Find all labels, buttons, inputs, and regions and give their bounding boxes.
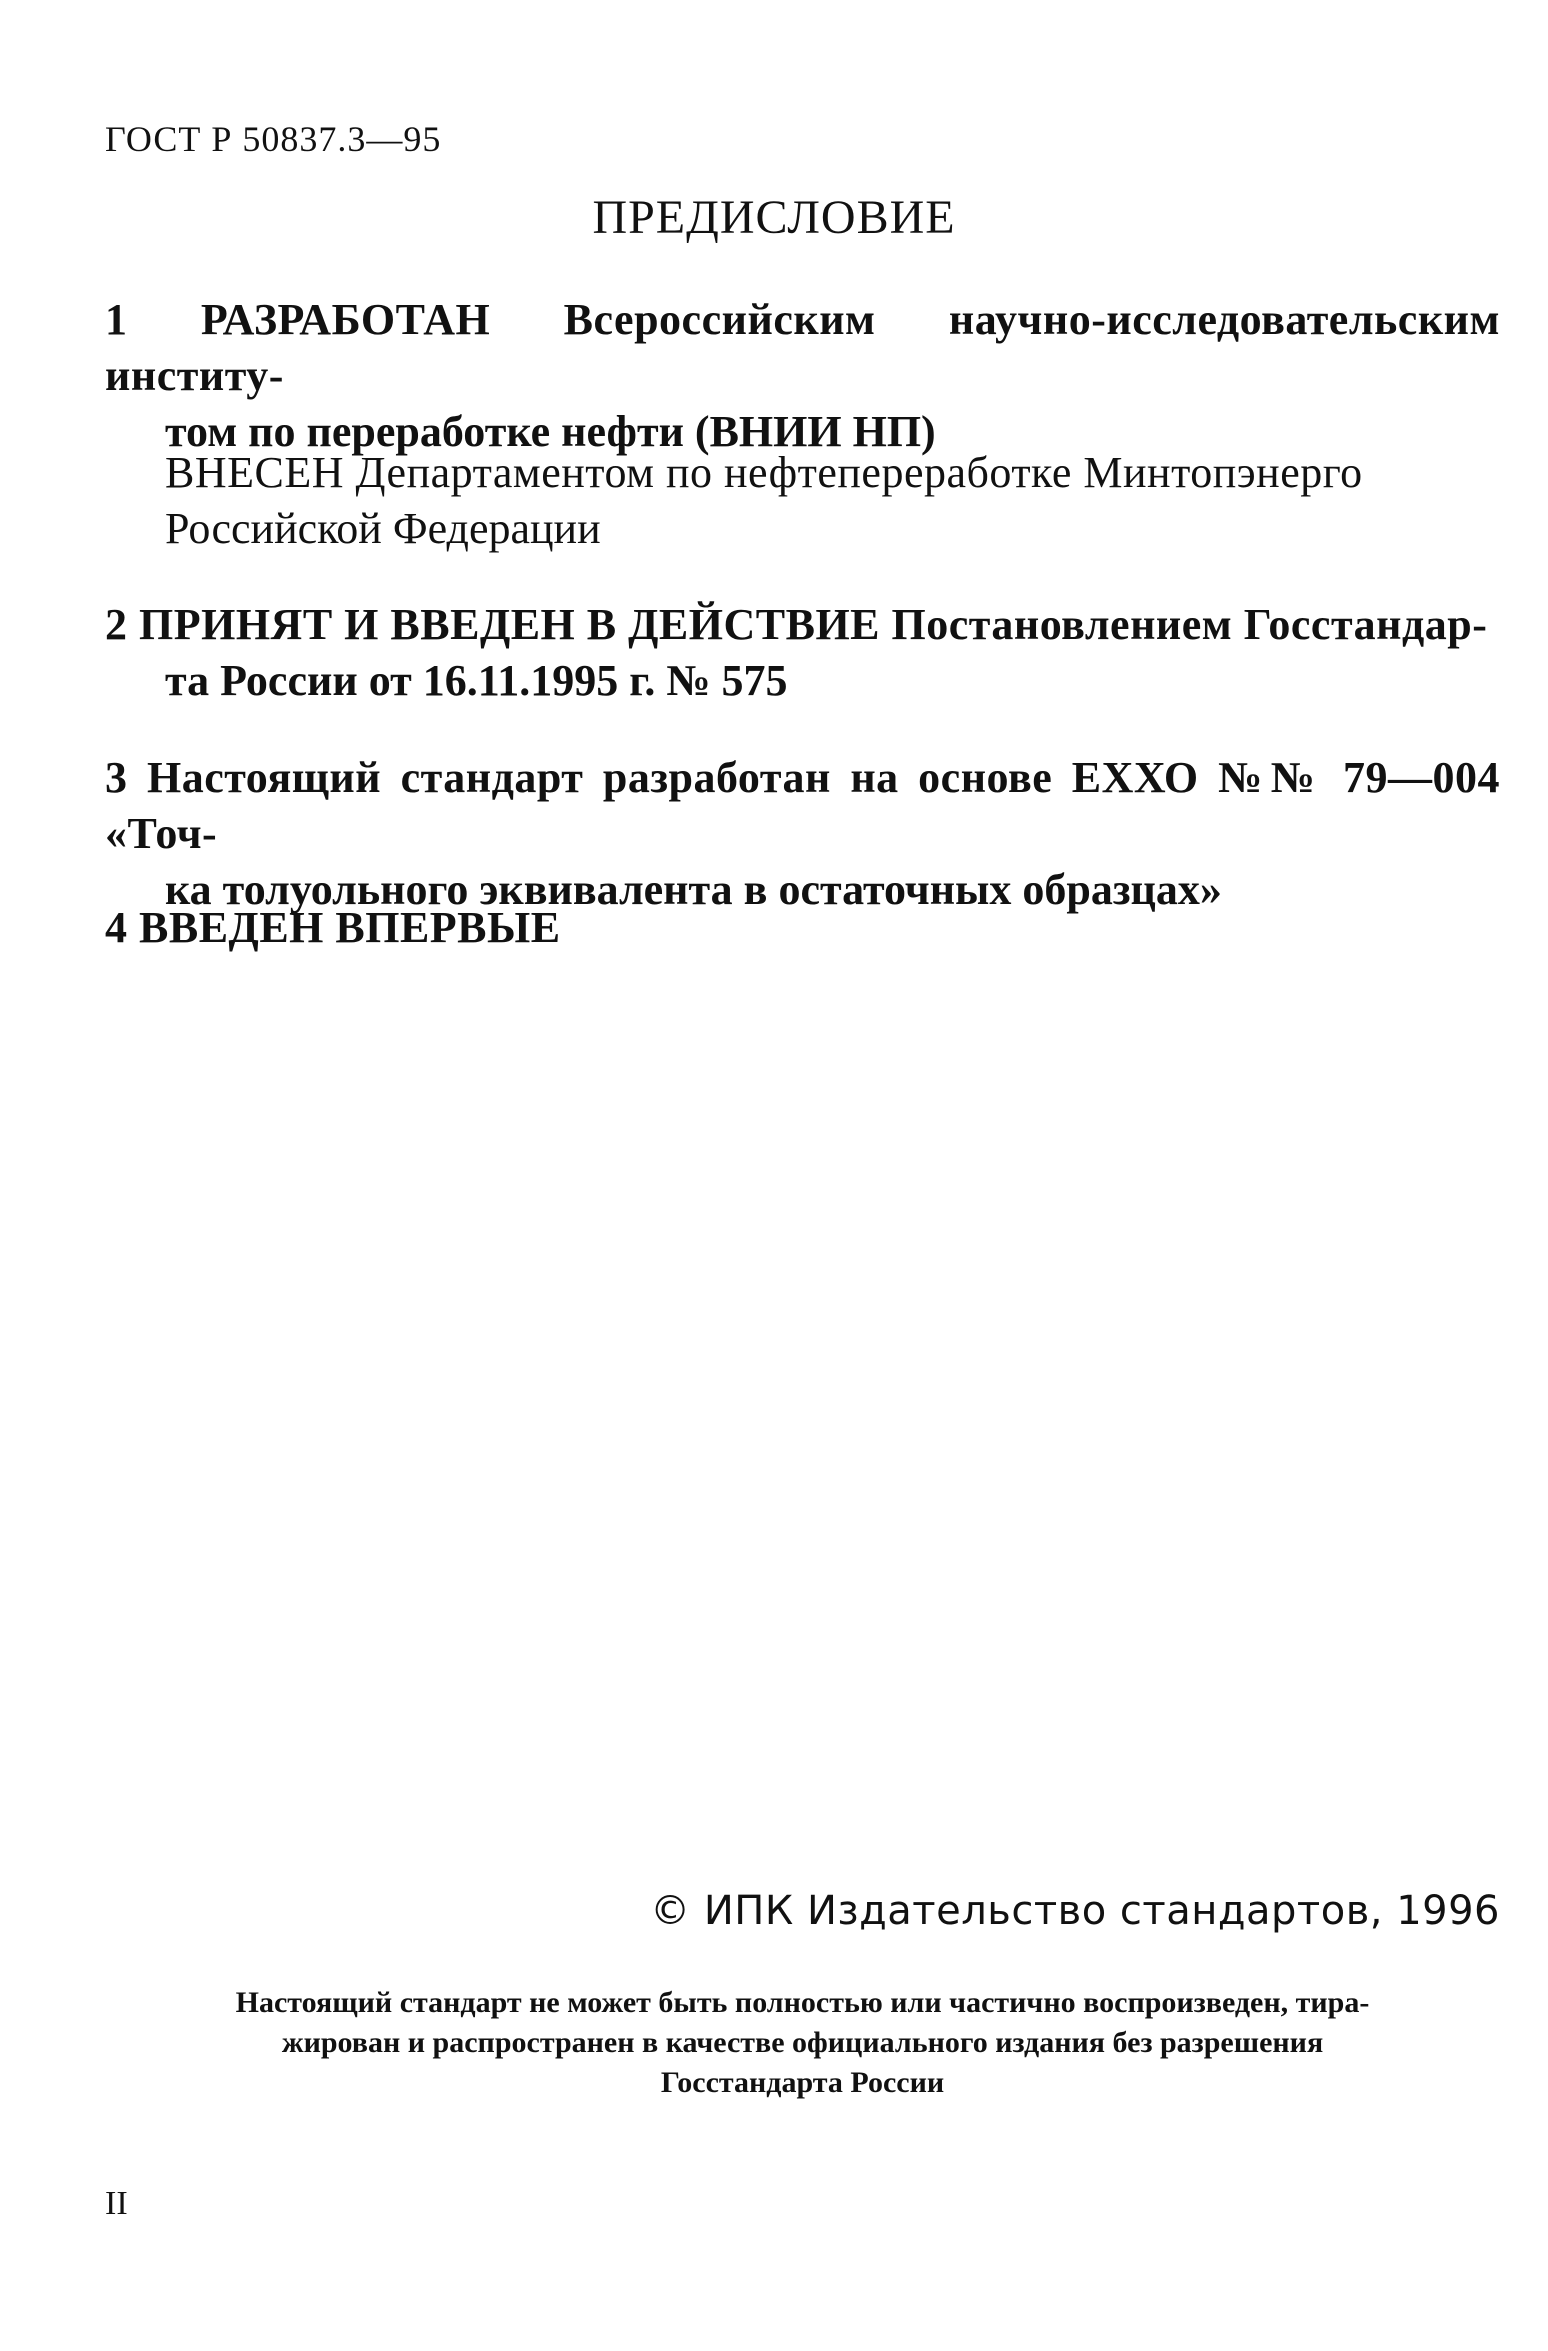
- preface-item-2: [105, 597, 1500, 709]
- preface-item-1-line-2: том по переработке нефти (ВНИИ НП): [165, 407, 936, 456]
- preface-item-4: [105, 900, 1500, 956]
- preface-item-1-introduced: [165, 445, 1500, 557]
- preface-item-2-line-2: та России от 16.11.1995 г. № 575: [165, 656, 788, 705]
- preface-item-2-line-1: 2 ПРИНЯТ И ВВЕДЕН В ДЕЙСТВИЕ Постановлением Госстандар-: [105, 600, 1488, 649]
- preface-item-4-line-1: 4 ВВЕДЕН ВПЕРВЫЕ: [105, 903, 561, 952]
- preface-item-1: [105, 292, 1500, 460]
- reproduction-notice-line-2: жирован и распространен в качестве официального издания без разрешения: [281, 2026, 1324, 2059]
- preface-item-1b-line-2: Российской Федерации: [165, 504, 601, 553]
- preface-item-3-line-1: 3 Настоящий стандарт разработан на основе ЕХХО №№ 79—004 «Точ-: [105, 753, 1500, 858]
- document-code: ГОСТ Р 50837.3—95: [105, 119, 442, 159]
- reproduction-notice: [105, 1983, 1500, 2103]
- reproduction-notice-line-1: Настоящий стандарт не может быть полностью или частично воспроизведен, тира-: [235, 1986, 1370, 2019]
- copyright-notice: © ИПК Издательство стандартов, 1996: [650, 1888, 1500, 1934]
- reproduction-notice-line-3: Госстандарта России: [660, 2066, 945, 2099]
- preface-item-3: [105, 750, 1500, 918]
- preface-item-1b-line-1: ВНЕСЕН Департаментом по нефтепереработке Минтопэнерго: [165, 448, 1363, 497]
- page-number: II: [105, 2185, 128, 2222]
- preface-title: ПРЕДИСЛОВИЕ: [592, 191, 956, 244]
- preface-item-1-line-1: 1 РАЗРАБОТАН Всероссийским научно-исследовательским институ-: [105, 295, 1500, 400]
- preface-item-3-line-2: ка толуольного эквивалента в остаточных образцах»: [165, 865, 1222, 914]
